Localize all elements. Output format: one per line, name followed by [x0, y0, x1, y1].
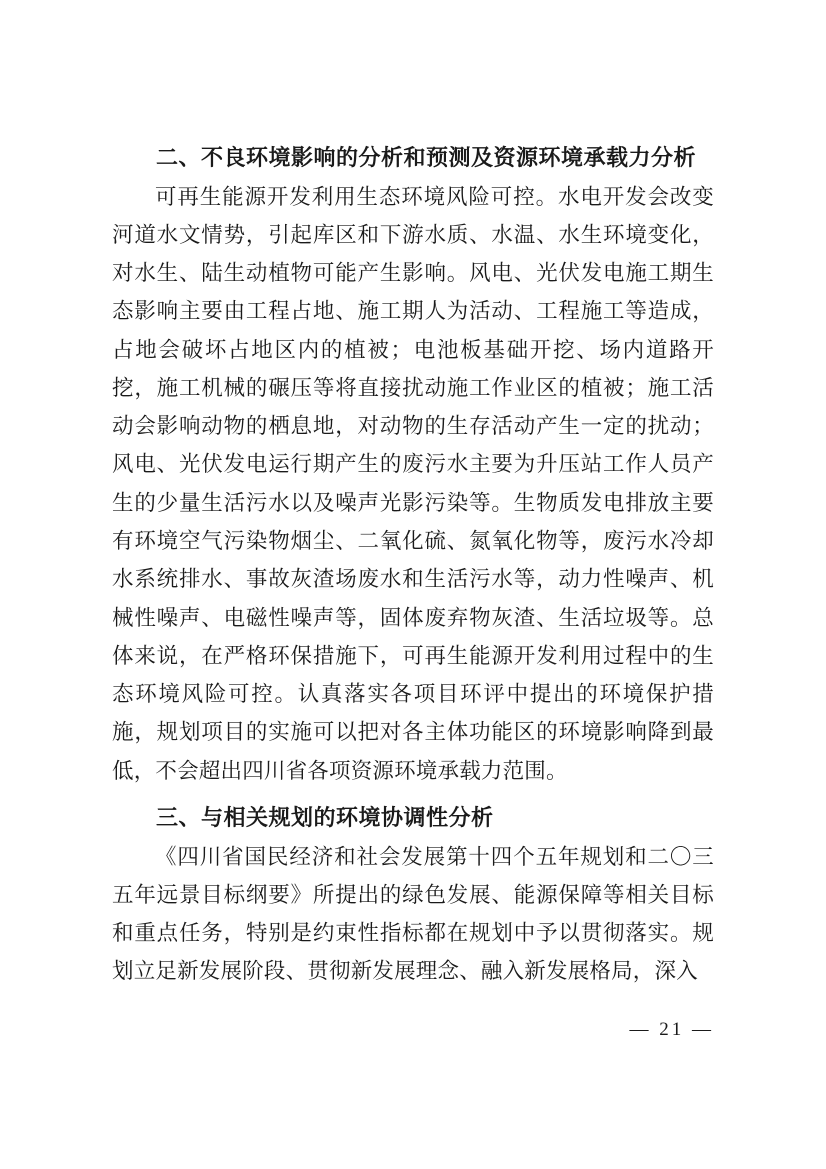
document-body [112, 140, 714, 991]
section-heading-two: 二、不良环境影响的分析和预测及资源环境承载力分析 [156, 145, 697, 170]
section-heading-three: 三、与相关规划的环境协调性分析 [156, 804, 494, 830]
section-three-paragraph: 《四川省国民经济和社会发展第十四个五年规划和二〇三五年远景目标纲要》所提出的绿色发展、能源保障等相关目标和重点任务，特别是约束性指标都在规划中予以贯彻落实。规划立足新发展阶段、贯彻新发展理念、融入新发展格局，深入 [112, 844, 714, 984]
page-number: — 21 — [629, 1019, 714, 1040]
section-two-paragraph: 可再生能源开发利用生态环境风险可控。水电开发会改变河道水文情势，引起库区和下游水质、水温、水生环境变化，对水生、陆生动植物可能产生影响。风电、光伏发电施工期生态影响主要由工程占地、施工期人为活动、工程施工等造成，占地会破坏占地区内的植被；电池板基础开挖、场内道路开挖，施工机械的碾压等将直接扰动施工作业区的植被；施工活动会影响动物的栖息地，对动物的生存活动产生一定的扰动；风电、光伏发电运行期产生的废污水主要为升压站工作人员产生的少量生活污水以及噪声光影污染等。生物质发电排放主要有环境空气污染物烟尘、二氧化硫、氮氧化物等，废污水冷却水系统排水、事故灰渣场废水和生活污水等，动力性噪声、机械性噪声、电磁性噪声等，固体废弃物灰渣、生活垃圾等。总体来说，在严格环保措施下，可再生能源开发利用过程中的生态环境风险可控。认真落实各项目环评中提出的环境保护措施，规划项目的实施可以把对各主体功能区的环境影响降到最低，不会超出四川省各项资源环境承载力范围。 [112, 184, 714, 783]
